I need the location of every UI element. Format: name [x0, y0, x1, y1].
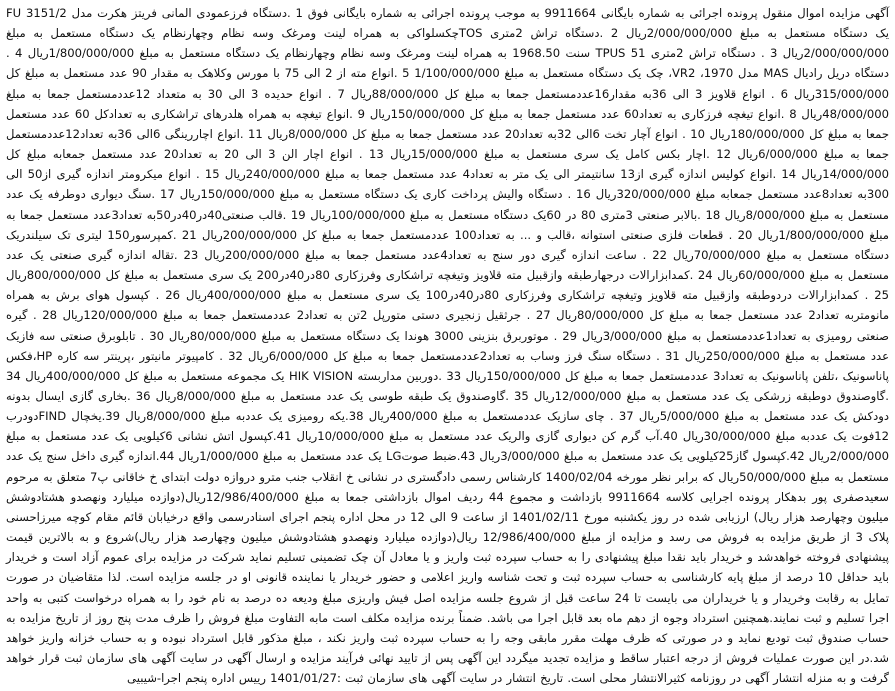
auction-notice-text: آگهی مزایده اموال منقول پرونده اجرائی به شماره بایگانی 9911664 به موجب پرونده اجرائی به شماره بایگانی فوق 1 .دستگاه فرزعمودی المانی فریتز هکرت مدل FU 3151/2 یک دستگاه مستعمل به مبلغ 2/000/000/000ریال 2 .دستگاه تراش 2متری TOSچکسلواکی به همراه لینت ومرغک وسه نظام وچهارنظام یک دستگاه مستعمل به مبلغ 2/000/000/000ریال 3 . دستگاه تراش 2متری TPUS 51 سنت 1968.50 به همراه لینت ومرغک وسه نظام وچهارنظام یک دستگاه مستعمل به مبلغ 1/800/000/000ریال 4 . دستگاه دریل رادیال MAS مدل 1970، VR2، چک یک دستگاه مستعمل به مبلغ 1/100/000/000 5 .انواع مته از 2 الی 75 با مورس وکلاهک به مقدار 90 عدد مستعمل به مبلغ کل 315/000/000ریال 6 . انواع قلاویز 3 الی 36به مقدار16عددمستعمل جمعا به مبلغ کل 88/000/000ریال 7 . انواع حدیده 3 الی 30 به متعداد 12عددمستعمل جمعا به مبلغ 48/000/000ریال 8 .انواع تیغچه فرزکاری به تعداد60 عدد مستعمل جمعا به مبلغ کل 150/000/000ریال 9 .انواع تیغچه به همراه هلدرهای تراشکاری به تعدادکل 60 عدد مستعمل جمعا به مبلغ کل 180/000/000ریال 10 . انواع آچار تخت 6الی 32به تعداد20 عدد مستعمل جمعا به مبلغ کل 8/000/000ریال 11 .انواع اچاررینگی 6الی 36به تعداد12عددمستعمل جمعا به مبلغ 6/000/000ریال 12 .اچار بکس کامل یک سری مستعمل به مبلغ 15/000/000ریال 13 . انواع اچار الن 3 الی 20 به تعداد20 عدد مستعمل جمعابه مبلغ کل 14/000/000ریال 14 .انواع کولیس اندازه گیری از13 سانتیمتر الی یک متر به تعداد4 عدد مستعمل جمعا به مبلغ 240/000/000ریال 15 . انواع میکرومتر اندازه گیری از50 الی 300به تعداد8عدد مستعمل جمعابه مبلغ 320/000/000ریال 16 . دستگاه والیش پرداخت کاری یک دستگاه مستعمل به مبلغ 150/000/000ریال 17 .سنگ دیواری دوطرفه یک عدد مستعمل به مبلغ 8/000/000ریال 18 .بالابر صنعتی 3متری 80 در 60یک دستگاه مستعمل به مبلغ 100/000/000ریال 19 .قالب صنعتی40در40در50به تعداد3عدد مستعمل جمعا به مبلغ 1/800/000/000ریال 20 . قطعات فلزی صنعتی استوانه ،قالب و ... به تعداد100 عددمستعمل جمعا به مبلغ کل 200/000/000ریال 21 .کمپرسور150 لیتری تک سیلندریک دستگاه مستعمل به مبلغ 70/000/000ریال 22 . ساعت اندازه گیری دور سنج به تعداد4عدد مستعمل جمعا به مبلغ 200/000/000ریال 23 .تقاله اندازه گیری صنعتی یک عدد مستعمل به مبلغ 60/000/000ریال 24 .کمدابزارالات درجهارطبقه وازقبیل مته قلاویز وتیغچه تراشکاری وفرزکاری 80در40در200 یک سری مستعمل به مبلغ کل 800/000/000ریال 25 . کمدابزارالات دردوطبقه وازقبیل مته قلاویز وتیغچه تراشکاری وفرزکاری 80در40در100 یک سری مستعمل به مبلغ 400/000/000ریال 26 . کپسول هوای برش به همراه مانومتربه تعداد2 عدد مستعمل جمعا به مبلغ کل 80/000/000ریال 27 . جرثقیل زنجیری دستی متورپل 2تن به تعداد2 عددمستعمل جمعا به مبلغ 120/000/000ریال 28 . گیره صنعتی رومیزی به تعداد1عددمستعمل به مبلغ 3/000/000ریال 29 . موتوربرق بنزینی 3000 هوندا یک دستگاه مستعمل به مبلغ 80/000/000ریال 30 . تابلوبرق صنعتی سه فازیک عدد مستعمل به مبلغ 250/000/000ریال 31 . دستگاه سنگ فرز وساب به تعداد2عددمستعمل جمعا به مبلغ کل 6/000/000ریال 32 . کامپیوتر مانیتور ،پرینتر سه کاره HP،فکس پاناسونیک ،تلفن پاناسونیک به تعداد3 عددمستعمل جمعا به مبلغ کل 150/000/000ریال 33 .دوربین مداربسته HIK VISION یک مجموعه مستعمل به مبلغ کل 400/000/000ریال 34 .گاوصندوق دوطبقه زرشکی یک عدد مستعمل به مبلغ 12/000/000ریال 35 .گاوصندوق یک طبقه طوسی یک عدد مستعمل به مبلغ 8/000/000ریال 36 .بخاری گازی ایسال بدونه دودکش یک عدد مستعمل به مبلغ 5/000/000ریال 37 . چای سازیک عددمستعمل به مبلغ 400/000ریال 38.یکه رومیزی یک عددبه مبلغ 8/000/000ریال 39.یخچال FINDدودرب 12فوت یک عددبه مبلغ 30/000/000ریال 40.آب گرم کن دیواری گازی والریک عدد مستعمل به مبلغ 10/000/000ریال 41.کپسول اتش نشانی 6کیلویی یک عدد مستعمل به مبلغ 2/000/000ریال 42.کپسول گاز25کیلویی یک عدد مستعمل به مبلغ 3/000/000ریال 43.ضبط صوتLG یک عدد مستعمل به مبلغ 1/000/000ریال 44.اندازه گیری داخل سنج یک عدد مستعمل به مبلغ 50/000/000ریال که برابر نظر مورخه 1400/02/04 کارشناس رسمی دادگستری در نشانی خ انقلاب جنب مترو دروازه دولت ابتدای خ خاقانی پ7 متعلق به مرحوم سعیدصفری پور بدهکار پرونده اجرایی کلاسه 9911664 بازداشت و مجموع 44 ردیف اموال بازداشتی جمعا به مبلغ 12/986/400/000ریال(دوازده میلیارد ونهصدو هشتادوشش میلیون وچهارصد هزار ریال) ارزیابی شده در روز یکشنبه مورخ 1401/02/11 از ساعت 9 الی 12 در محل اداره پنجم اجرای اسنادرسمی واقع درخیابان قائم مقام کوچه میرزاحسنی پلاک 3 از طریق مزایده به فروش می رسد و مزایده از مبلغ 12/986/400/000 ریال(دوازده میلیارد ونهصدو هشتادوشش میلیون وچهارصد هزار ریال)شروع و به بالاترین قیمت پیشنهادی فروخته خواهدشد و خریدار باید نقدا مبلغ پیشنهادی را به حساب سپرده ثبت واریز و یا معادل آن چک تضمینی تسلیم نماید شرکت در مزایده برای عموم آزاد است و خریدار باید حداقل 10 درصد از مبلغ پایه کارشناسی به حساب سپرده ثبت و تحت شناسه واریز اعلامی و حضور خریدار یا نماینده قانونی او در جلسه مزایده است. لذا متقاضیان در صورت تمایل به رقابت وخریدار و یا خریداران می بایست تا 24 ساعت قبل از شروع جلسه مزایده اصل فیش واریزی مبلغ ودیعه ده درصد به نام خود را به همراه درخواست کتبی به واحد اجرا تسلیم و ثبت نمایند.همچنین استرداد وجوه از دهم ماه بعد قابل اجرا می باشد. ضمناً برنده مزایده مکلف است مابه التفاوت مبلغ فروش را ظرف مدت پنج روز از تاریخ مزایده به حساب صندوق ثبت تودیع نماید و در صورتی که ظرف مهلت مقرر مابقی وجه را به حساب سپرده ثبت واریز نکند ، مبلغ مذکور قابل استرداد نبوده و به حساب خزانه واریز خواهد شد.در این صورت عملیات فروش از درجه اعتبار ساقط و مزایده تجدید میگردد این آگهی پس از تایید نهائی فرآیند مزایده و ارسال آگهی در سایت آگهی های سازمان ثبت قرار خواهد گرفت و به منزله انتشار آگهی در روزنامه کثیرالانتشار محلی است. تاریخ انتشار در سایت آگهی های سازمان ثبت :1401/01/27 رییس اداره پنجم اجرا-شیبیی	[6, 6, 890, 686]
